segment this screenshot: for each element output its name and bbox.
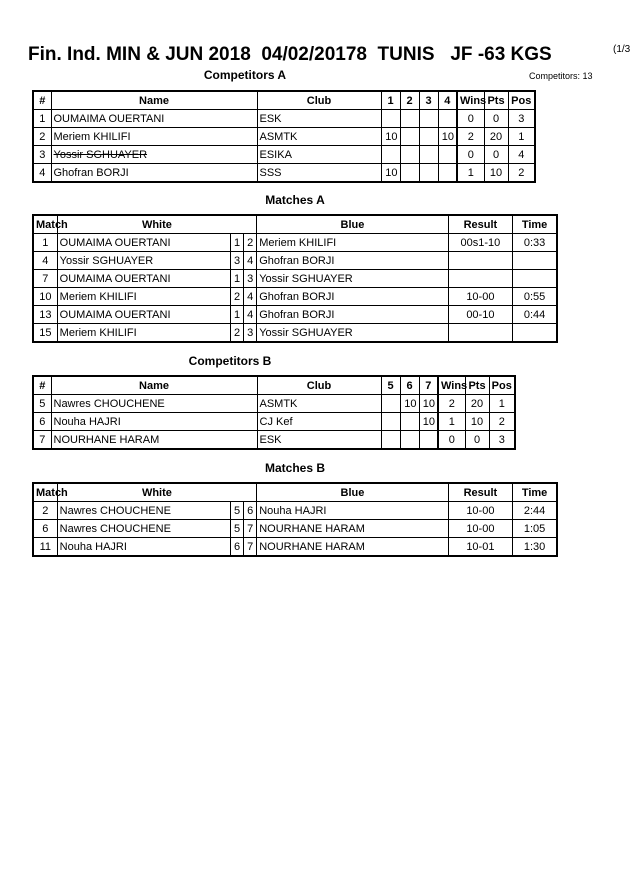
cell-match: 2: [33, 502, 57, 520]
cell-wins: 2: [457, 128, 484, 146]
cell-score: [400, 146, 419, 164]
header-cell: 6: [400, 376, 419, 395]
cell-time: 1:05: [513, 520, 557, 538]
table-row: [33, 324, 557, 343]
cell-match: 4: [33, 252, 57, 270]
cell-result: 00-10: [448, 306, 512, 324]
table-row: [33, 110, 535, 128]
cell-pos: 1: [508, 128, 535, 146]
cell-num: 1: [33, 110, 51, 128]
cell-blue-num: 6: [244, 502, 257, 520]
cell-blue: Meriem KHILIFI: [257, 234, 448, 252]
header-cell: 1: [381, 91, 400, 110]
header-cell: Name: [51, 91, 257, 110]
header-cell: Time: [513, 215, 557, 234]
table-header-row: [33, 483, 557, 502]
cell-wins: 0: [438, 431, 465, 450]
header-cell: 7: [419, 376, 438, 395]
table-header-row: [33, 91, 535, 110]
cell-result: 10-00: [448, 288, 512, 306]
cell-pts: 10: [465, 413, 489, 431]
cell-match: 10: [33, 288, 57, 306]
cell-pos: 1: [489, 395, 515, 413]
cell-score: [400, 164, 419, 183]
cell-result: 00s1-10: [448, 234, 512, 252]
cell-score: [381, 110, 400, 128]
page-number-note: (1/3: [613, 44, 630, 55]
cell-white: OUMAIMA OUERTANI: [57, 306, 230, 324]
cell-name: Meriem KHILIFI: [51, 128, 257, 146]
cell-blue: Yossir SGHUAYER: [257, 324, 448, 343]
header-cell: #: [33, 91, 51, 110]
cell-result: [448, 324, 512, 343]
cell-time: [513, 252, 557, 270]
header-cell: Pts: [465, 376, 489, 395]
cell-blue-num: 7: [244, 520, 257, 538]
cell-match: 11: [33, 538, 57, 557]
header-cell: 4: [438, 91, 457, 110]
cell-pts: 20: [465, 395, 489, 413]
header-cell: Pos: [489, 376, 515, 395]
cell-club: ESK: [257, 110, 381, 128]
cell-pts: 0: [484, 110, 508, 128]
cell-result: 10-00: [448, 520, 512, 538]
cell-club: SSS: [257, 164, 381, 183]
cell-num: 7: [33, 431, 51, 450]
cell-white-num: 1: [230, 234, 243, 252]
header-cell: Pts: [484, 91, 508, 110]
cell-match: 15: [33, 324, 57, 343]
table-row: [33, 252, 557, 270]
cell-num: 4: [33, 164, 51, 183]
cell-club: ESK: [257, 431, 381, 450]
cell-blue: Ghofran BORJI: [257, 252, 448, 270]
cell-result: 10-00: [448, 502, 512, 520]
cell-pos: 3: [508, 110, 535, 128]
cell-score: [400, 128, 419, 146]
cell-white-num: 1: [230, 270, 243, 288]
header-cell: Result: [448, 215, 512, 234]
header-cell: #: [33, 376, 51, 395]
cell-white: Nawres CHOUCHENE: [57, 502, 230, 520]
cell-white-num: 1: [230, 306, 243, 324]
cell-pos: 4: [508, 146, 535, 164]
cell-wins: 2: [438, 395, 465, 413]
table-row: [33, 128, 535, 146]
cell-blue-num: 2: [244, 234, 257, 252]
cell-score: [438, 146, 457, 164]
competitors-count: Competitors: 13: [529, 71, 593, 81]
table-header-row: [33, 215, 557, 234]
cell-time: 2:44: [513, 502, 557, 520]
cell-time: [513, 324, 557, 343]
cell-score: [419, 431, 438, 450]
table-row: [33, 306, 557, 324]
header-cell: Name: [51, 376, 257, 395]
header-cell: Match: [33, 215, 57, 234]
cell-time: 0:55: [513, 288, 557, 306]
cell-score: [381, 431, 400, 450]
cell-score: [381, 395, 400, 413]
cell-wins: 1: [438, 413, 465, 431]
cell-score: [400, 431, 419, 450]
cell-score: 10: [381, 164, 400, 183]
cell-score: [381, 146, 400, 164]
header-cell: Match: [33, 483, 57, 502]
cell-pts: 10: [484, 164, 508, 183]
cell-white-num: 5: [230, 520, 243, 538]
header-cell: Time: [513, 483, 557, 502]
cell-score: [419, 164, 438, 183]
cell-num: 6: [33, 413, 51, 431]
cell-blue: Ghofran BORJI: [257, 306, 448, 324]
header-cell: Blue: [257, 483, 448, 502]
cell-club: ESIKA: [257, 146, 381, 164]
cell-white: Nouha HAJRI: [57, 538, 230, 557]
table-row: [33, 413, 515, 431]
cell-pts: 0: [465, 431, 489, 450]
cell-blue-num: 3: [244, 270, 257, 288]
cell-name: Ghofran BORJI: [51, 164, 257, 183]
cell-pos: 2: [489, 413, 515, 431]
cell-white: Nawres CHOUCHENE: [57, 520, 230, 538]
cell-name: Nouha HAJRI: [51, 413, 257, 431]
cell-white-num: 2: [230, 324, 243, 343]
cell-score: [419, 128, 438, 146]
header-cell: Wins: [457, 91, 484, 110]
cell-name: Yossir SGHUAYER: [51, 146, 257, 164]
table-row: [33, 234, 557, 252]
cell-club: CJ Kef: [257, 413, 381, 431]
cell-score: [400, 413, 419, 431]
cell-wins: 1: [457, 164, 484, 183]
matches-a-title: Matches A: [265, 193, 325, 207]
cell-name: NOURHANE HARAM: [51, 431, 257, 450]
table-row: [33, 288, 557, 306]
table-row: [33, 502, 557, 520]
table-row: [33, 164, 535, 183]
cell-score: 10: [381, 128, 400, 146]
cell-white-num: 6: [230, 538, 243, 557]
cell-num: 2: [33, 128, 51, 146]
cell-white-num: 3: [230, 252, 243, 270]
cell-name: Nawres CHOUCHENE: [51, 395, 257, 413]
cell-name: OUMAIMA OUERTANI: [51, 110, 257, 128]
competitors-a-title: Competitors A: [203, 68, 287, 82]
cell-blue-num: 3: [244, 324, 257, 343]
matches-a-table: [32, 214, 558, 343]
cell-white: OUMAIMA OUERTANI: [57, 270, 230, 288]
cell-num: 5: [33, 395, 51, 413]
cell-time: 0:33: [513, 234, 557, 252]
table-row: [33, 395, 515, 413]
cell-blue-num: 7: [244, 538, 257, 557]
cell-score: [419, 146, 438, 164]
cell-white-num: 2: [230, 288, 243, 306]
cell-time: 0:44: [513, 306, 557, 324]
competitors-b-title: Competitors B: [188, 354, 272, 368]
header-cell: Blue: [257, 215, 448, 234]
cell-club: ASMTK: [257, 128, 381, 146]
cell-white: Meriem KHILIFI: [57, 324, 230, 343]
cell-match: 13: [33, 306, 57, 324]
table-row: [33, 146, 535, 164]
header-cell: Pos: [508, 91, 535, 110]
cell-club: ASMTK: [257, 395, 381, 413]
competitors-a-table: [32, 90, 536, 183]
cell-blue-num: 4: [244, 252, 257, 270]
cell-match: 6: [33, 520, 57, 538]
cell-pts: 20: [484, 128, 508, 146]
header-cell: Wins: [438, 376, 465, 395]
cell-pos: 3: [489, 431, 515, 450]
cell-score: 10: [438, 128, 457, 146]
header-cell: 5: [381, 376, 400, 395]
cell-blue: Yossir SGHUAYER: [257, 270, 448, 288]
cell-score: [438, 164, 457, 183]
cell-blue: Ghofran BORJI: [257, 288, 448, 306]
table-row: [33, 538, 557, 557]
cell-pts: 0: [484, 146, 508, 164]
header-cell: Club: [257, 91, 381, 110]
cell-white: Yossir SGHUAYER: [57, 252, 230, 270]
cell-wins: 0: [457, 110, 484, 128]
cell-white-num: 5: [230, 502, 243, 520]
table-header-row: [33, 376, 515, 395]
competitors-b-table: [32, 375, 516, 450]
cell-score: [400, 110, 419, 128]
cell-result: [448, 252, 512, 270]
header-cell: 2: [400, 91, 419, 110]
cell-time: 1:30: [513, 538, 557, 557]
cell-result: [448, 270, 512, 288]
cell-wins: 0: [457, 146, 484, 164]
cell-time: [513, 270, 557, 288]
cell-match: 7: [33, 270, 57, 288]
cell-blue-num: 4: [244, 306, 257, 324]
cell-blue: Nouha HAJRI: [257, 502, 448, 520]
cell-white: Meriem KHILIFI: [57, 288, 230, 306]
cell-score: [419, 110, 438, 128]
cell-score: 10: [400, 395, 419, 413]
cell-blue: NOURHANE HARAM: [257, 538, 448, 557]
cell-blue: NOURHANE HARAM: [257, 520, 448, 538]
cell-white: OUMAIMA OUERTANI: [57, 234, 230, 252]
page-title: Fin. Ind. MIN & JUN 2018 04/02/20178 TUNIS JF -63 KGS: [28, 44, 552, 65]
matches-b-title: Matches B: [264, 461, 326, 475]
matches-b-table: [32, 482, 558, 557]
header-cell: Club: [257, 376, 381, 395]
header-cell: White: [57, 483, 257, 502]
cell-score: 10: [419, 395, 438, 413]
header-cell: Result: [448, 483, 512, 502]
cell-num: 3: [33, 146, 51, 164]
header-cell: White: [57, 215, 257, 234]
cell-score: [381, 413, 400, 431]
cell-result: 10-01: [448, 538, 512, 557]
header-cell: 3: [419, 91, 438, 110]
cell-blue-num: 4: [244, 288, 257, 306]
table-row: [33, 431, 515, 450]
cell-score: [438, 110, 457, 128]
cell-pos: 2: [508, 164, 535, 183]
cell-match: 1: [33, 234, 57, 252]
cell-score: 10: [419, 413, 438, 431]
table-row: [33, 270, 557, 288]
table-row: [33, 520, 557, 538]
